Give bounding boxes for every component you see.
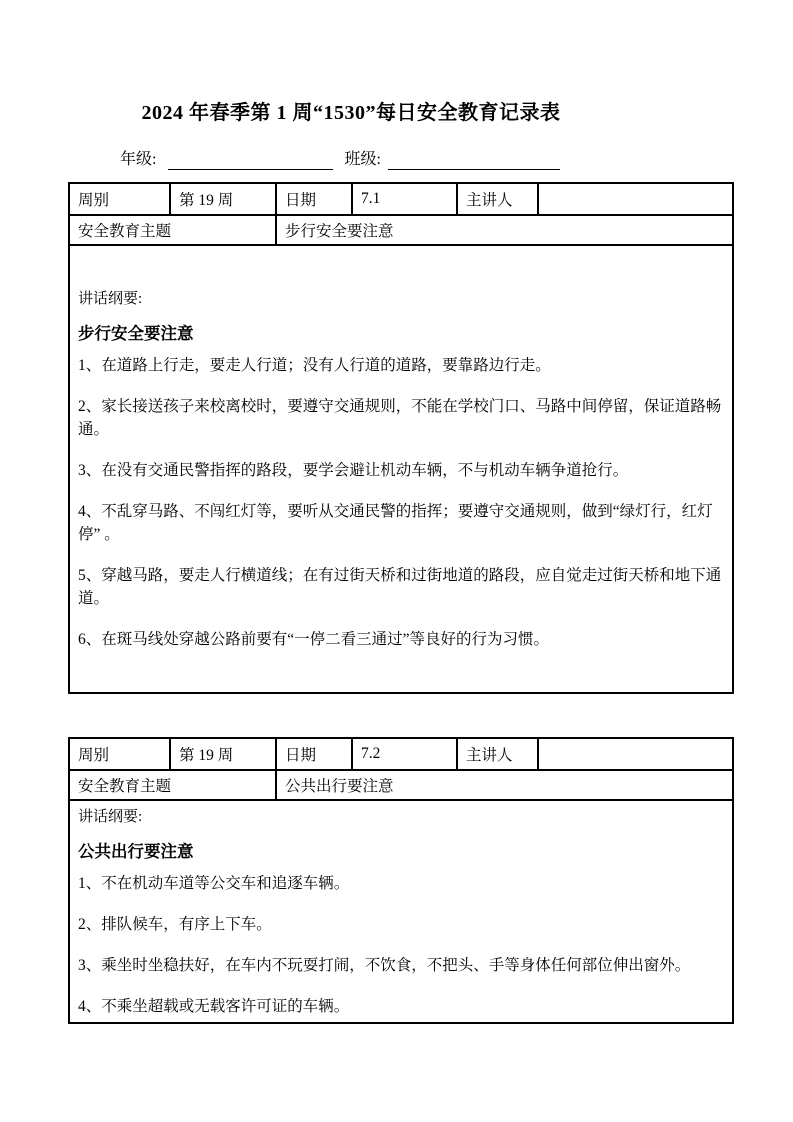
outline-item: 3、在没有交通民警指挥的路段，要学会避让机动车辆，不与机动车辆争道抢行。 xyxy=(78,461,629,479)
date-value-cell: 7.1 xyxy=(352,183,457,215)
date-value-cell: 7.2 xyxy=(352,738,457,770)
table-row xyxy=(69,770,733,800)
outline-cell xyxy=(69,245,733,693)
grade-class-line xyxy=(68,149,734,170)
speaker-label-cell: 主讲人 xyxy=(457,738,538,770)
week-value-cell: 第 19 周 xyxy=(170,183,276,215)
week-label-cell: 周别 xyxy=(69,738,170,770)
topic-label-cell: 安全教育主题 xyxy=(69,770,276,800)
outline-item: 4、不乘坐超载或无载客许可证的车辆。 xyxy=(78,997,350,1015)
speaker-value-cell xyxy=(538,738,733,770)
outline-label: 讲话纲要: xyxy=(78,290,143,307)
page-title: 2024 年春季第 1 周“1530”每日安全教育记录表 xyxy=(141,102,561,124)
table-row xyxy=(69,800,733,1023)
grade-label: 年级: xyxy=(120,151,157,168)
speaker-value-cell xyxy=(538,183,733,215)
table-row xyxy=(69,183,733,215)
outline-heading: 步行安全要注意 xyxy=(78,324,194,343)
outline-item: 3、乘坐时坐稳扶好，在车内不玩耍打闹，不饮食，不把头、手等身体任何部位伸出窗外。 xyxy=(78,956,691,974)
outline-item: 1、不在机动车道等公交车和追逐车辆。 xyxy=(78,874,350,892)
outline-item: 5、穿越马路，要走人行横道线；在有过街天桥和过街地道的路段，应自觉走过街天桥和地下通道。 xyxy=(78,566,722,607)
table-row xyxy=(69,738,733,770)
table-row xyxy=(69,245,733,693)
class-label: 班级: xyxy=(344,151,381,168)
date-label-cell: 日期 xyxy=(276,183,352,215)
grade-blank-field xyxy=(168,153,333,170)
outline-item: 4、不乱穿马路、不闯红灯等，要听从交通民警的指挥；要遵守交通规则，做到“绿灯行，红灯停” 。 xyxy=(78,502,713,543)
topic-value-cell: 公共出行要注意 xyxy=(276,770,733,800)
speaker-label-cell: 主讲人 xyxy=(457,183,538,215)
document-body xyxy=(68,0,734,1024)
outline-label: 讲话纲要: xyxy=(78,808,143,825)
class-blank-field xyxy=(388,153,560,170)
outline-items xyxy=(78,872,726,1018)
date-label-cell: 日期 xyxy=(276,738,352,770)
outline-item: 2、家长接送孩子来校离校时，要遵守交通规则，不能在学校门口、马路中间停留，保证道路畅通。 xyxy=(78,397,722,438)
table-row xyxy=(69,215,733,245)
outline-item: 6、在斑马线处穿越公路前要有“一停二看三通过”等良好的行为习惯。 xyxy=(78,630,550,648)
topic-label-cell: 安全教育主题 xyxy=(69,215,276,245)
week-label-cell: 周别 xyxy=(69,183,170,215)
outline-item: 1、在道路上行走，要走人行道；没有人行道的道路，要靠路边行走。 xyxy=(78,356,551,374)
topic-value-cell: 步行安全要注意 xyxy=(276,215,733,245)
outline-heading: 公共出行要注意 xyxy=(78,842,194,861)
week-value-cell: 第 19 周 xyxy=(170,738,276,770)
outline-item: 2、排队候车，有序上下车。 xyxy=(78,915,272,933)
outline-items xyxy=(78,354,726,651)
safety-record-table-2 xyxy=(68,737,734,1024)
safety-record-table-1 xyxy=(68,182,734,694)
outline-cell xyxy=(69,800,733,1023)
